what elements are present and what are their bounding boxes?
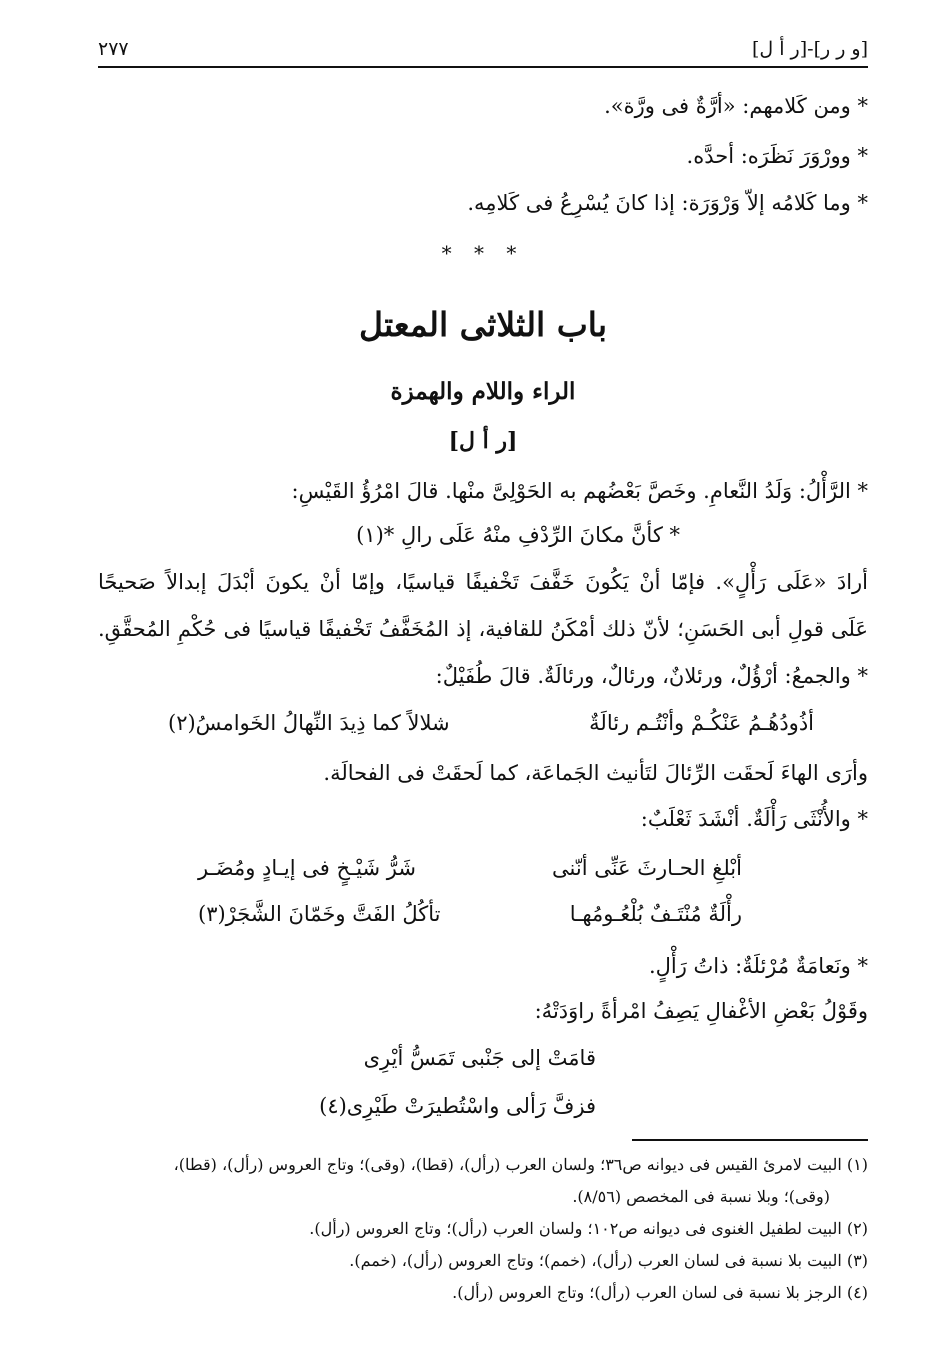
section-title: الراء واللام والهمزة: [390, 378, 576, 405]
page-number: ٢٧٧: [98, 38, 129, 60]
verse-3b-hemistich-1: رأْلَةٌ مُنْتَـفٌ بُلْعُـومُهـا: [569, 902, 742, 926]
chapter-title: باب الثلاثى المعتل: [358, 305, 607, 344]
verse-3b-hemistich-2: تأكُلُ الفَتَّ وخَمّانَ الشَّجَرْ(٣): [198, 902, 441, 926]
verse-3a-hemistich-1: أبْلغِ الحـارثَ عَنِّى أنّنى: [552, 856, 742, 880]
footnote-3: (٣) البيت بلا نسبة فى لسان العرب (رأل)، (خمم)؛ وتاج العروس (رأل)، (خمم).: [349, 1251, 868, 1270]
paragraph-4: وأرَى الهاءَ لَحقَت الرِّئالَ لتَأنيث الجَماعَة، كما لَحقَتْ فى الفحالَة.: [323, 761, 868, 785]
entry-heading: [ر أ ل]: [448, 428, 518, 454]
verse-1: * كأنَّ مكانَ الرِّدْفِ منْهُ عَلَى رالِ *(١): [356, 523, 680, 547]
verse-2-hemistich-1: أذُودُهُـمُ عَنْكُـمْ وأنْتُـم رئالَةٌ: [589, 711, 814, 735]
paragraph-2-line-1: أرادَ «عَلَى رَأْلٍ». فإمّا أنْ يَكُونَ خَفَّفَ تَخْفيفًا قياسيًا، وإمّا أنْ يكونَ أبْدَلَ إبدالاً صَحيحًا: [98, 570, 868, 594]
footnote-1-line-2: (وقى)؛ وبلا نسبة فى المخصص (٨/٥٦).: [572, 1187, 830, 1206]
paragraph-5: * والأُنْثَى رَأْلَةٌ. أنْشَدَ ثَعْلَبٌ:: [640, 807, 868, 831]
verse-2-hemistich-2: شلالاً كما ذِيدَ النِّهالُ الخَوامسُ(٢): [168, 711, 450, 735]
footnote-rule: [632, 1139, 868, 1141]
verse-4-line-2: فزفَّ رَألى واسْتُطيرَتْ طَيْرِى(٤): [319, 1094, 596, 1118]
paragraph-2-line-2: عَلَى قولِ أبى الحَسَنِ؛ لأنّ ذلك أمْكَنُ للقافية، إذ المُخَفَّفُ تَخْفيفًا قياسيًا فى حُكْمِ المُحقَّقِ.: [98, 617, 868, 641]
paragraph-1: * الرَّأْلُ: وَلَدُ النَّعامِ. وخَصَّ بَعْضُهم به الحَوْلِىَّ منْها. قالَ امْرُؤُ القَيْسِ:: [291, 479, 868, 503]
verse-4-line-1: قامَتْ إلى جَنْبى تَمَسُّ أيْرِى: [363, 1046, 596, 1070]
section-separator: * * *: [441, 241, 525, 265]
verse-3a-hemistich-2: شَرُّ شَيْـخٍ فى إيـادٍ ومُضَـر: [198, 856, 416, 880]
footnote-1-line-1: (١) البيت لامرئ القيس فى ديوانه ص٣٦؛ ولسان العرب (رأل)، (قطا)، (وقى)؛ وتاج العروس (رأل)، (قطا)،: [173, 1155, 868, 1174]
running-title: [و ر ر]-[ر أ ل]: [751, 38, 868, 60]
footnote-4: (٤) الرجز بلا نسبة فى لسان العرب (رأل)؛ وتاج العروس (رأل).: [452, 1283, 868, 1302]
paragraph-3: * والجمعُ: أرْؤُلٌ، ورئلانٌ، ورئالٌ، ورئالَةٌ. قالَ طُفَيْلٌ:: [435, 664, 868, 688]
paragraph-6: * ونَعامَةٌ مُرْئلَةٌ: ذاتُ رَأْلٍ.: [648, 954, 868, 978]
opening-line-3: * وما كَلامُه إلاّ وَرْوَرَة: إذا كانَ يُسْرِعُ فى كَلامِه.: [467, 191, 868, 215]
running-header: [98, 30, 868, 68]
footnote-2: (٢) البيت لطفيل الغنوى فى ديوانه ص١٠٢؛ ولسان العرب (رأل)؛ وتاج العروس (رأل).: [309, 1219, 868, 1238]
paragraph-7: وقَوْلُ بَعْضِ الأغْفالِ يَصِفُ امْرأةً راوَدَتْهُ:: [534, 999, 868, 1023]
opening-line-2: * وورْوَرَ نَظَرَه: أحدَّه.: [686, 144, 868, 168]
opening-line-1: * ومن كَلامهم: «أرَّةٌ فى ورَّة».: [604, 94, 868, 118]
